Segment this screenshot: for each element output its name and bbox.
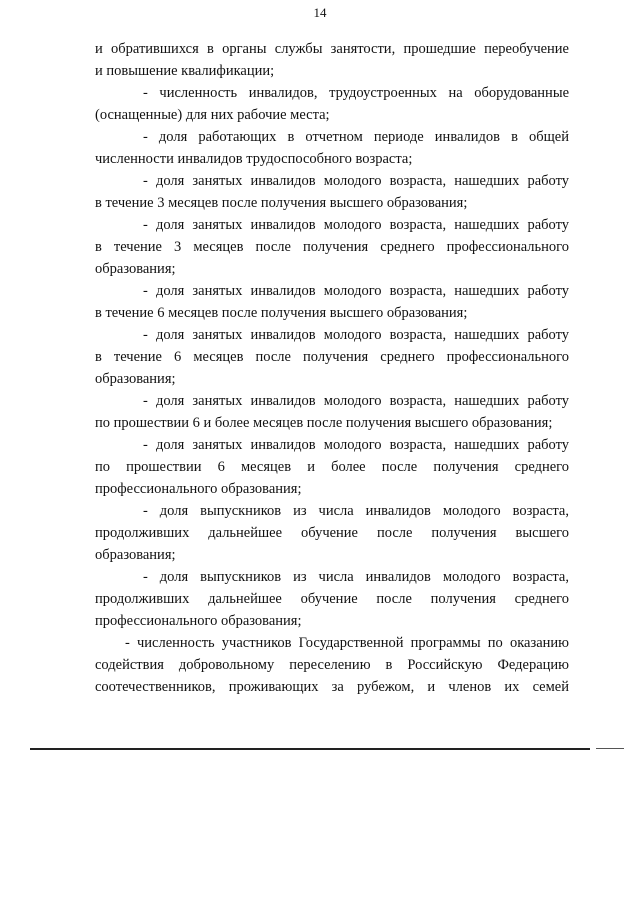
text-line: в течение 3 месяцев после получения среднего профессионального bbox=[95, 239, 569, 255]
document-body bbox=[95, 38, 569, 698]
text-line: образования; bbox=[95, 547, 176, 563]
list-item bbox=[95, 434, 569, 500]
text-line: продолживших дальнейшее обучение после получения высшего bbox=[95, 525, 569, 541]
text-line: численности инвалидов трудоспособного возраста; bbox=[95, 151, 413, 167]
text-line: - доля занятых инвалидов молодого возраста, нашедших работу bbox=[143, 327, 569, 343]
list-item bbox=[95, 632, 569, 698]
text-line: - доля занятых инвалидов молодого возраста, нашедших работу bbox=[143, 437, 569, 453]
list-item bbox=[95, 390, 569, 434]
text-line: в течение 6 месяцев после получения высшего образования; bbox=[95, 305, 468, 321]
list-item bbox=[95, 500, 569, 566]
text-line: - численность инвалидов, трудоустроенных на оборудованные bbox=[143, 85, 569, 101]
text-line: в течение 6 месяцев после получения среднего профессионального bbox=[95, 349, 569, 365]
list-item bbox=[95, 566, 569, 632]
text-line: образования; bbox=[95, 371, 176, 387]
page-divider-tail bbox=[596, 748, 624, 749]
text-line: - доля выпускников из числа инвалидов молодого возраста, bbox=[143, 503, 569, 519]
text-line: - доля занятых инвалидов молодого возраста, нашедших работу bbox=[143, 393, 569, 409]
text-line: (оснащенные) для них рабочие места; bbox=[95, 107, 330, 123]
text-line: соотечественников, проживающих за рубежом, и членов их семей bbox=[95, 679, 569, 695]
list-item bbox=[95, 170, 569, 214]
paragraph-continuation bbox=[95, 38, 569, 82]
text-line: и обратившихся в органы службы занятости, прошедшие переобучение bbox=[95, 41, 569, 57]
text-line: - доля занятых инвалидов молодого возраста, нашедших работу bbox=[143, 217, 569, 233]
text-line: продолживших дальнейшее обучение после получения среднего bbox=[95, 591, 569, 607]
page-divider bbox=[30, 748, 590, 750]
text-line: - доля занятых инвалидов молодого возраста, нашедших работу bbox=[143, 173, 569, 189]
text-line: содействия добровольному переселению в Российскую Федерацию bbox=[95, 657, 569, 673]
text-line: по прошествии 6 месяцев и более после получения среднего bbox=[95, 459, 569, 475]
text-line: в течение 3 месяцев после получения высшего образования; bbox=[95, 195, 468, 211]
text-line: по прошествии 6 и более месяцев после получения высшего образования; bbox=[95, 415, 553, 431]
text-line: образования; bbox=[95, 261, 176, 277]
list-item bbox=[95, 126, 569, 170]
text-line: профессионального образования; bbox=[95, 613, 302, 629]
text-line: и повышение квалификации; bbox=[95, 63, 275, 79]
text-line: - доля занятых инвалидов молодого возраста, нашедших работу bbox=[143, 283, 569, 299]
list-item bbox=[95, 214, 569, 280]
list-item bbox=[95, 324, 569, 390]
text-line: профессионального образования; bbox=[95, 481, 302, 497]
list-item bbox=[95, 82, 569, 126]
text-line: - доля работающих в отчетном периоде инвалидов в общей bbox=[143, 129, 569, 145]
text-line: - численность участников Государственной программы по оказанию bbox=[125, 635, 569, 651]
text-line: - доля выпускников из числа инвалидов молодого возраста, bbox=[143, 569, 569, 585]
list-item bbox=[95, 280, 569, 324]
page-number: 14 bbox=[313, 5, 327, 20]
